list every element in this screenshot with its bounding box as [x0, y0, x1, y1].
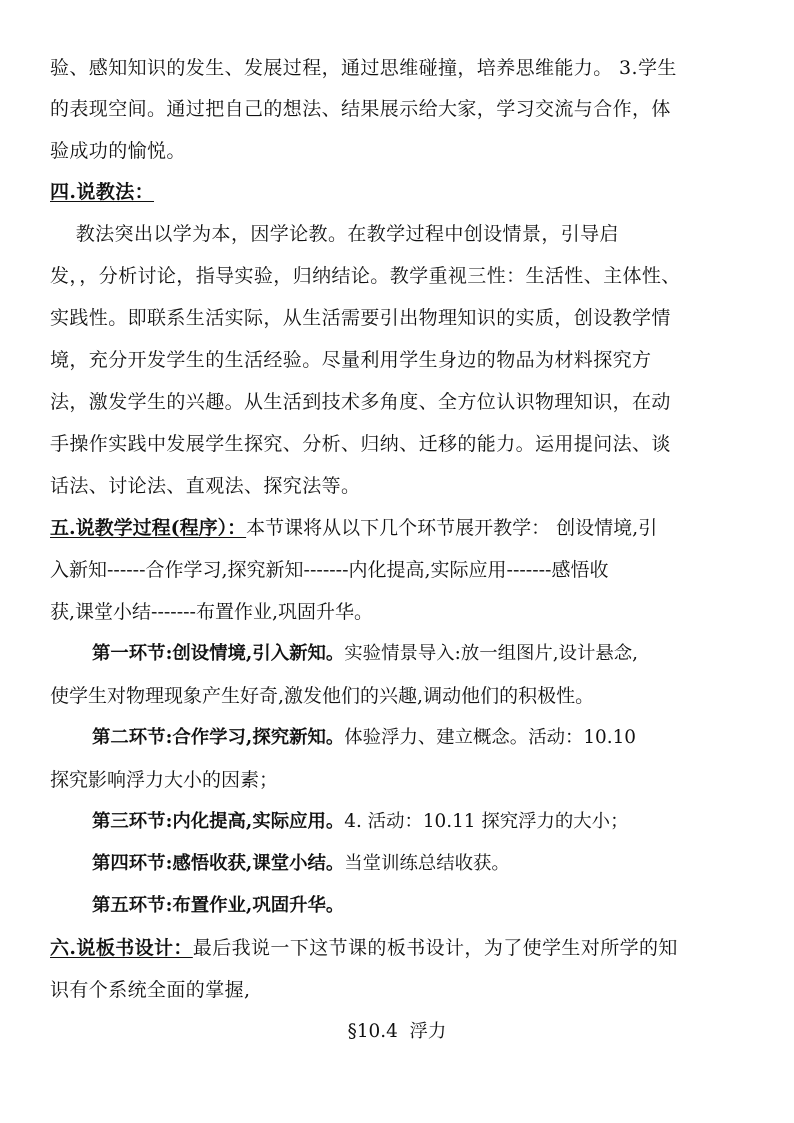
text-line: 探究影响浮力大小的因素； [50, 769, 279, 791]
text-line: 发，，分析讨论，指导实验，归纳结论。教学重视三性：生活性、主体性、 [50, 265, 681, 287]
step-2-line [92, 726, 792, 750]
step-4-text: 当堂训练总结收获。 [344, 853, 510, 874]
text-line: 验、感知知识的发生、发展过程，通过思维碰撞，培养思维能力。 3.学生 [50, 57, 677, 79]
step-4-line [92, 852, 792, 876]
text-line: 教法突出以学为本，因学论教。在教学过程中创设情景，引导启 [50, 223, 619, 245]
section-5-heading: 五.说教学过程(程序）： [50, 517, 247, 539]
text-line: 识有个系统全面的掌握, [50, 979, 251, 1001]
text-line: 法，激发学生的兴趣。从生活到技术多角度、全方位认识物理知识，在动 [50, 391, 671, 413]
step-3-line [92, 810, 792, 834]
section-4-heading: 四.说教法： [50, 181, 155, 203]
section-5-heading-line [50, 516, 750, 540]
step-1-label: 第一环节:创设情境,引入新知。 [92, 643, 345, 664]
step-1-text: 实验情景导入:放一组图片,设计悬念, [344, 643, 639, 664]
text-line: 入新知------合作学习,探究新知-------内化提高,实际应用-------感悟收 [50, 559, 609, 581]
step-3-text: 4. 活动：10.11 探究浮力的大小； [344, 811, 629, 832]
board-title: §10.4 浮力 [347, 1021, 447, 1042]
text-line: 话法、讨论法、直观法、探究法等。 [50, 475, 361, 497]
section-6-intro: 最后我说一下这节课的板书设计，为了使学生对所学的知 [192, 937, 678, 959]
step-3-label: 第三环节:内化提高,实际应用。 [92, 811, 345, 832]
text-line: 手操作实践中发展学生探究、分析、归纳、迁移的能力。运用提问法、谈 [50, 433, 671, 455]
step-2-label: 第二环节:合作学习,探究新知。 [92, 727, 345, 748]
text-line: 使学生对物理现象产生好奇,激发他们的兴趣,调动他们的积极性。 [50, 685, 595, 707]
section-6-heading-line [50, 936, 750, 960]
text-line: 实践性。即联系生活实际，从生活需要引出物理知识的实质，创设教学情 [50, 307, 671, 329]
section-4-heading-line [50, 180, 750, 204]
step-5-label: 第五环节:布置作业,巩固升华。 [92, 895, 345, 916]
step-1-line [92, 642, 792, 666]
section-5-intro: 本节课将从以下几个环节展开教学： 创设情境,引 [246, 517, 658, 539]
step-2-text: 体验浮力、建立概念。活动：10.10 [344, 727, 637, 748]
section-6-heading: 六.说板书设计： [50, 937, 193, 959]
text-line: 的表现空间。通过把自己的想法、结果展示给大家，学习交流与合作，体 [50, 98, 671, 120]
text-line: 获,课堂小结-------布置作业,巩固升华。 [50, 601, 374, 623]
text-line: 验成功的愉悦。 [50, 140, 186, 162]
step-5-line [92, 894, 792, 918]
text-line: 境，充分开发学生的生活经验。尽量利用学生身边的物品为材料探究方 [50, 349, 652, 371]
step-4-label: 第四环节:感悟收获,课堂小结。 [92, 853, 345, 874]
